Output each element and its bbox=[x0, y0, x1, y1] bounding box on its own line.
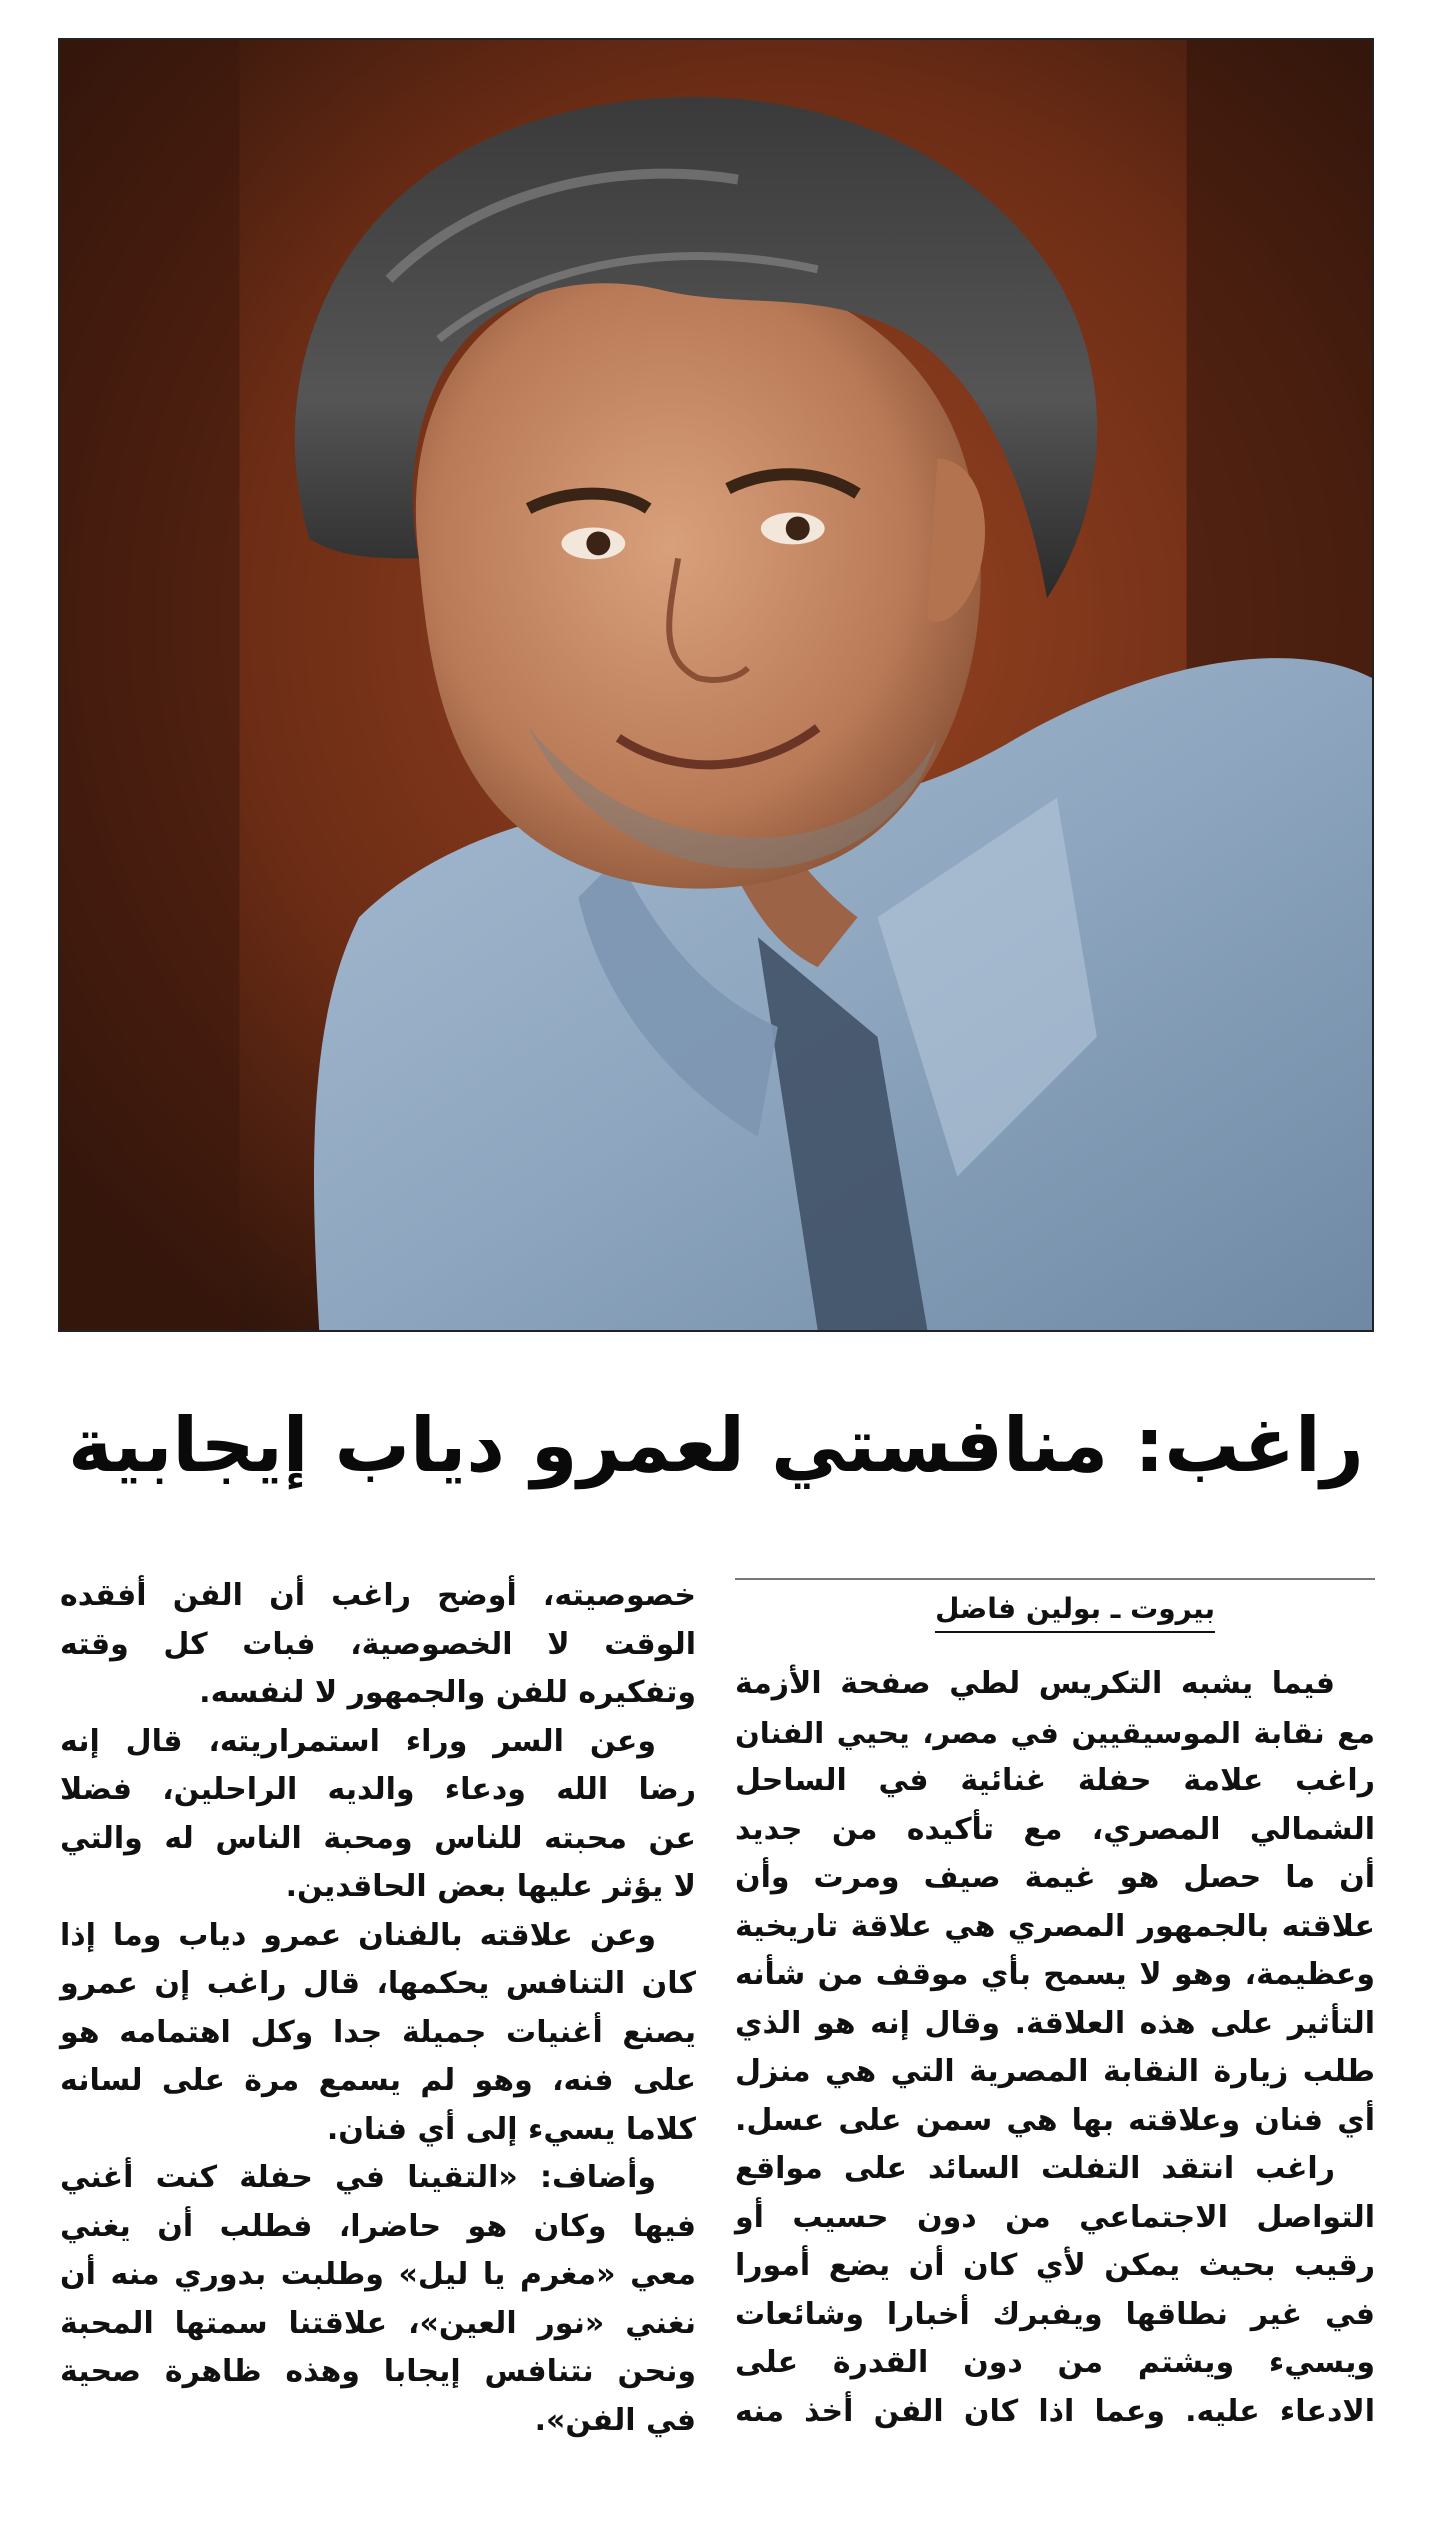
body-line: أي فنان وعلاقته بها هي سمن على عسل. bbox=[735, 2102, 1375, 2138]
portrait-illustration bbox=[60, 40, 1372, 1330]
byline: بيروت ـ بولين فاضل bbox=[935, 1587, 1215, 1633]
body-line: نغني «نور العين»، علاقتنا سمتها المحبة bbox=[60, 2305, 696, 2341]
body-line: مع نقابة الموسيقيين في مصر، يحيي الفنان bbox=[735, 1715, 1375, 1750]
body-line: وعن السر وراء استمراريته، قال إنه bbox=[60, 1723, 656, 1759]
body-line: وعن علاقته بالفنان عمرو دياب وما إذا bbox=[60, 1917, 656, 1953]
body-line: ونحن نتنافس إيجابا وهذه ظاهرة صحية bbox=[60, 2354, 696, 2389]
body-line: رقيب بحيث يمكن لأي كان أن يضع أمورا bbox=[735, 2248, 1375, 2283]
body-line: أن ما حصل هو غيمة صيف ومرت وأن bbox=[735, 1860, 1375, 1895]
body-line: فيها وكان هو حاضرا، فطلب أن يغني bbox=[60, 2208, 696, 2244]
body-line: التواصل الاجتماعي من دون حسيب أو bbox=[735, 2199, 1375, 2235]
headline: راغب: منافستي لعمرو دياب إيجابية bbox=[68, 1401, 1364, 1489]
article-column-left bbox=[60, 1572, 696, 2445]
body-line: يصنع أغنيات جميلة جدا وكل اهتمامه هو bbox=[60, 2014, 696, 2050]
body-line: كان التنافس يحكمها، قال راغب إن عمرو bbox=[60, 1966, 696, 2001]
body-line: وتفكيره للفن والجمهور لا لنفسه. bbox=[199, 1675, 696, 1710]
body-line: وعظيمة، وهو لا يسمح بأي موقف من شأنه bbox=[735, 1957, 1375, 1992]
body-line: ويسيء ويشتم من دون القدرة على bbox=[735, 2345, 1375, 2380]
body-line: في الفن». bbox=[534, 2402, 696, 2438]
body-line: الادعاء عليه. وعما اذا كان الفن أخذ منه bbox=[735, 2393, 1375, 2429]
byline-rule bbox=[735, 1578, 1375, 1580]
body-line: على فنه، وهو لم يسمع مرة على لسانه bbox=[60, 2063, 696, 2098]
body-line: رضا الله ودعاء والديه الراحلين، فضلا bbox=[60, 1772, 696, 1807]
body-line: وأضاف: «التقينا في حفلة كنت أغني bbox=[60, 2160, 656, 2195]
byline-container bbox=[735, 1583, 1375, 1635]
body-line: التأثير على هذه العلاقة. وقال إنه هو الذي bbox=[735, 2005, 1375, 2041]
body-line: كلاما يسيء إلى أي فنان. bbox=[326, 2111, 696, 2147]
body-line: طلب زيارة النقابة المصرية التي هي منزل bbox=[735, 2054, 1375, 2089]
body-line: لا يؤثر عليها بعض الحاقدين. bbox=[285, 1869, 696, 1904]
article-photo bbox=[58, 38, 1374, 1332]
body-line: عن محبته للناس ومحبة الناس له والتي bbox=[60, 1820, 696, 1856]
body-line: فيما يشبه التكريس لطي صفحة الأزمة bbox=[735, 1666, 1335, 1701]
body-line: الوقت لا الخصوصية، فبات كل وقته bbox=[60, 1626, 696, 1662]
body-line: الشمالي المصري، مع تأكيده من جديد bbox=[735, 1811, 1375, 1847]
article-column-right bbox=[735, 1660, 1375, 2436]
body-line: راغب علامة حفلة غنائية في الساحل bbox=[735, 1763, 1375, 1798]
body-line: خصوصيته، أوضح راغب أن الفن أفقده bbox=[60, 1578, 696, 1613]
body-line: في غير نطاقها ويفبرك أخبارا وشائعات bbox=[735, 2296, 1375, 2332]
body-line: معي «مغرم يا ليل» وطلبت بدوري منه أن bbox=[60, 2257, 696, 2292]
body-line: راغب انتقد التفلت السائد على مواقع bbox=[735, 2151, 1335, 2186]
body-line: علاقته بالجمهور المصري هي علاقة تاريخية bbox=[735, 1908, 1375, 1944]
